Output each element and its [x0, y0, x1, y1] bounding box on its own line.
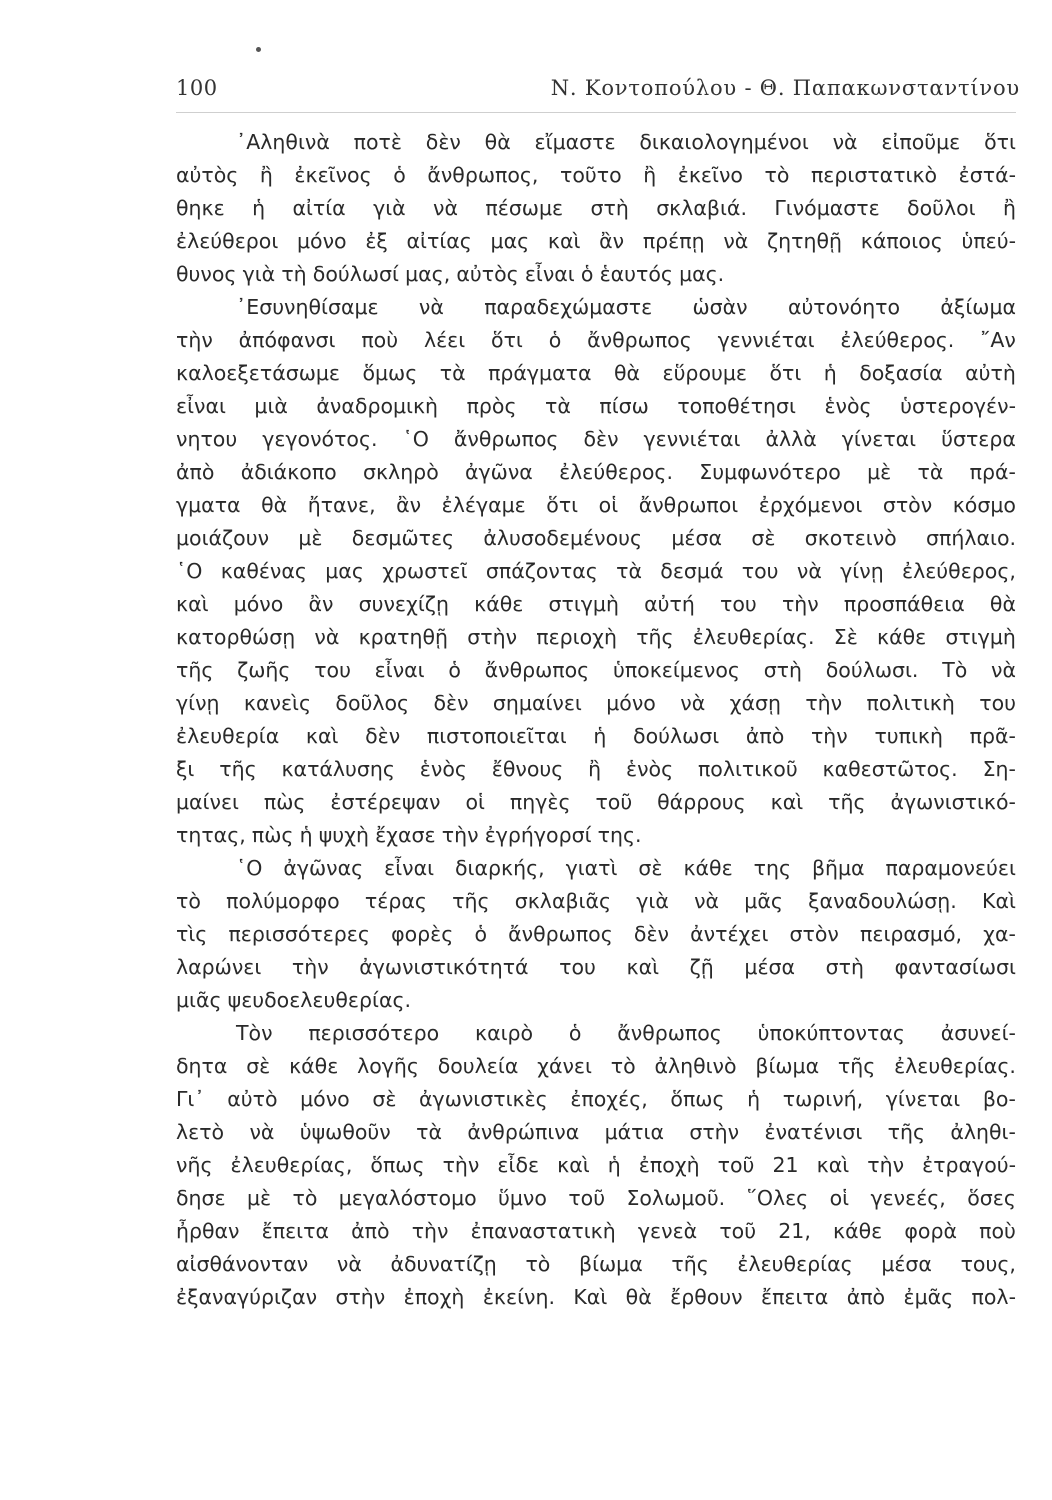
text-line: θηκε ἡ αἰτία γιὰ νὰ πέσωμε στὴ σκλαβιά. Γινόμαστε δοῦλοι ἢ	[176, 196, 1016, 220]
text-line: ῾Ο καθένας μας χρωστεῖ σπάζοντας τὰ δεσμά του νὰ γίνῃ ἐλεύθερος,	[176, 559, 1016, 583]
text-line: γματα θὰ ἤτανε, ἂν ἐλέγαμε ὅτι οἱ ἄνθρωποι ἐρχόμενοι στὸν κόσμο	[176, 493, 1016, 517]
text-line: καλοεξετάσωμε ὅμως τὰ πράγματα θὰ εὕρουμε ὅτι ἡ δοξασία αὐτὴ	[176, 361, 1016, 385]
text-line: ἐξαναγύριζαν στὴν ἐποχὴ ἐκείνη. Καὶ θὰ ἔρθουν ἔπειτα ἀπὸ ἐμᾶς πολ-	[176, 1285, 1016, 1309]
text-line: αὐτὸς ἢ ἐκεῖνος ὁ ἄνθρωπος, τοῦτο ἢ ἐκεῖνο τὸ περιστατικὸ ἐστά-	[176, 163, 1016, 187]
text-line: δησε μὲ τὸ μεγαλόστομο ὕμνο τοῦ Σολωμοῦ. ῞Ολες οἱ γενεές, ὅσες	[176, 1186, 1016, 1210]
text-line: εἶναι μιὰ ἀναδρομικὴ πρὸς τὰ πίσω τοποθέτησι ἑνὸς ὑστερογέν-	[176, 394, 1016, 418]
text-line: ᾿Εσυνηθίσαμε νὰ παραδεχώμαστε ὡσὰν αὐτονόητο ἀξίωμα	[236, 295, 1016, 319]
body-text	[176, 126, 1016, 1314]
text-line: τητας, πὼς ἡ ψυχὴ ἔχασε τὴν ἐγρήγορσί της.	[176, 823, 642, 847]
text-line: γίνῃ κανεὶς δοῦλος δὲν σημαίνει μόνο νὰ χάσῃ τὴν πολιτικὴ του	[176, 691, 1016, 715]
page-header	[176, 72, 1020, 108]
text-line: Γι᾿ αὐτὸ μόνο σὲ ἀγωνιστικὲς ἐποχές, ὅπως ἡ τωρινή, γίνεται βο-	[176, 1087, 1016, 1111]
text-line: Τὸν περισσότερο καιρὸ ὁ ἄνθρωπος ὑποκύπτοντας ἀσυνεί-	[236, 1021, 1016, 1045]
text-line: καὶ μόνο ἂν συνεχίζῃ κάθε στιγμὴ αὐτή του τὴν προσπάθεια θὰ	[176, 592, 1016, 616]
text-line: ᾿Αληθινὰ ποτὲ δὲν θὰ εἴμαστε δικαιολογημένοι νὰ εἰποῦμε ὅτι	[236, 130, 1016, 154]
text-line: κατορθώσῃ νὰ κρατηθῇ στὴν περιοχὴ τῆς ἐλευθερίας. Σὲ κάθε στιγμὴ	[176, 625, 1016, 649]
running-head: Ν. Κοντοπούλου - Θ. Παπακωνσταντίνου	[550, 76, 1020, 100]
text-line: μιᾶς ψευδοελευθερίας.	[176, 988, 412, 1012]
text-line: δητα σὲ κάθε λογῆς δουλεία χάνει τὸ ἀληθινὸ βίωμα τῆς ἐλευθερίας.	[176, 1054, 1016, 1078]
text-line: ῾Ο ἀγῶνας εἶναι διαρκής, γιατὶ σὲ κάθε της βῆμα παραμονεύει	[236, 856, 1016, 880]
text-line: τὶς περισσότερες φορὲς ὁ ἄνθρωπος δὲν ἀντέχει στὸν πειρασμό, χα-	[176, 922, 1016, 946]
text-line: αἰσθάνονταν νὰ ἀδυνατίζῃ τὸ βίωμα τῆς ἐλευθερίας μέσα τους,	[176, 1252, 1016, 1276]
print-speck	[256, 47, 261, 52]
text-line: λετὸ νὰ ὑψωθοῦν τὰ ἀνθρώπινα μάτια στὴν ἐνατένισι τῆς ἀληθι-	[176, 1120, 1016, 1144]
text-line: τῆς ζωῆς του εἶναι ὁ ἄνθρωπος ὑποκείμενος στὴ δούλωσι. Τὸ νὰ	[176, 658, 1016, 682]
text-line: ξι τῆς κατάλυσης ἑνὸς ἔθνους ἢ ἑνὸς πολιτικοῦ καθεστῶτος. Ση-	[176, 757, 1016, 781]
text-line: ἐλεύθεροι μόνο ἐξ αἰτίας μας καὶ ἂν πρέπῃ νὰ ζητηθῇ κάποιος ὑπεύ-	[176, 229, 1016, 253]
text-line: λαρώνει τὴν ἀγωνιστικότητά του καὶ ζῇ μέσα στὴ φαντασίωσι	[176, 955, 1016, 979]
text-line: ἦρθαν ἔπειτα ἀπὸ τὴν ἐπαναστατικὴ γενεὰ τοῦ 21, κάθε φορὰ ποὺ	[176, 1219, 1016, 1243]
text-line: θυνος γιὰ τὴ δούλωσί μας, αὐτὸς εἶναι ὁ ἑαυτός μας.	[176, 262, 725, 286]
text-line: ἀπὸ ἀδιάκοπο σκληρὸ ἀγῶνα ἐλεύθερος. Συμφωνότερο μὲ τὰ πρά-	[176, 460, 1016, 484]
text-line: τὸ πολύμορφο τέρας τῆς σκλαβιᾶς γιὰ νὰ μᾶς ξαναδουλώσῃ. Καὶ	[176, 889, 1016, 913]
text-line: ἐλευθερία καὶ δὲν πιστοποιεῖται ἡ δούλωσι ἀπὸ τὴν τυπικὴ πρᾶ-	[176, 724, 1016, 748]
text-line: τὴν ἀπόφανσι ποὺ λέει ὅτι ὁ ἄνθρωπος γεννιέται ἐλεύθερος. ῎Αν	[176, 328, 1016, 352]
text-line: νῆς ἐλευθερίας, ὅπως τὴν εἶδε καὶ ἡ ἐποχὴ τοῦ 21 καὶ τὴν ἐτραγού-	[176, 1153, 1016, 1177]
text-line: μοιάζουν μὲ δεσμῶτες ἀλυσοδεμένους μέσα σὲ σκοτεινὸ σπήλαιο.	[176, 526, 1016, 550]
header-rule	[176, 112, 1016, 113]
text-line: νητου γεγονότος. ῾Ο ἄνθρωπος δὲν γεννιέται ἀλλὰ γίνεται ὕστερα	[176, 427, 1016, 451]
text-line: μαίνει πὼς ἐστέρεψαν οἱ πηγὲς τοῦ θάρρους καὶ τῆς ἀγωνιστικό-	[176, 790, 1016, 814]
page-number: 100	[176, 76, 218, 100]
